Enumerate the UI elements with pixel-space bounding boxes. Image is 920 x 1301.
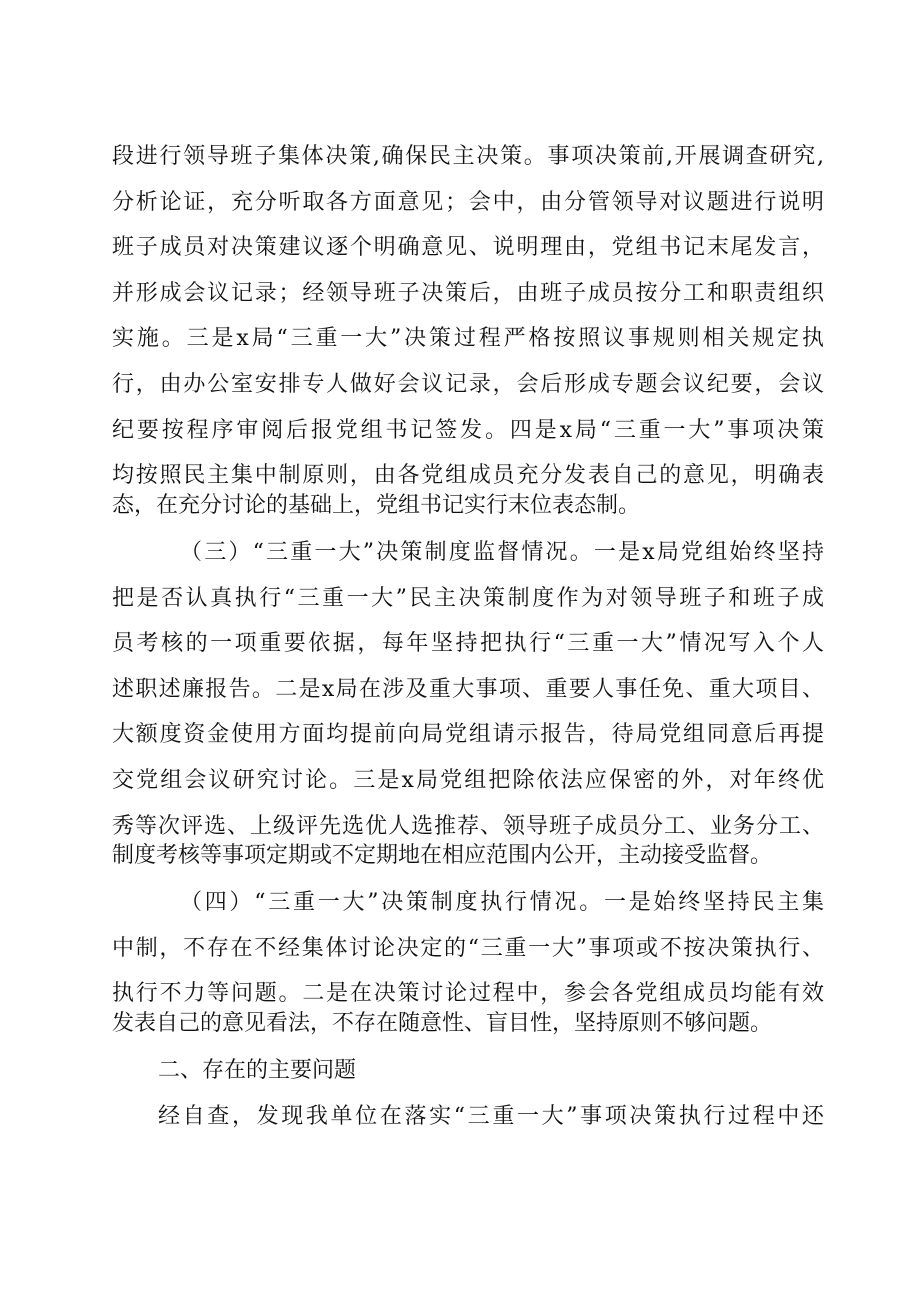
text-line: 大额度资金使用方面均提前向局党组请示报告，待局党组同意后再提: [112, 722, 824, 747]
text-line: 段进行领导班子集体决策,确保民主决策。事项决策前,开展调查研究,: [112, 144, 824, 169]
text-line: 把是否认真执行“三重一大”民主决策制度作为对领导班子和班子成: [112, 586, 824, 611]
text-line: 并形成会议记录；经领导班子决策后，由班子成员按分工和职责组织: [112, 281, 824, 306]
text-line: 态，在充分讨论的基础上，党组书记实行末位表态制。: [112, 493, 641, 518]
text-line: 分析论证，充分听取各方面意见；会中，由分管领导对议题进行说明: [112, 190, 824, 215]
text-line: 员考核的一项重要依据，每年坚持把执行“三重一大”情况写入个人: [112, 631, 824, 656]
text-line: 纪要按程序审阅后报党组书记签发。四是x局“三重一大”事项决策: [112, 418, 824, 443]
text-line: 交党组会议研究讨论。三是x局党组把除依法应保密的外，对年终优: [112, 768, 824, 793]
text-line: 中制，不存在不经集体讨论决定的“三重一大”事项或不按决策执行、: [112, 936, 824, 961]
text-line: 制度考核等事项定期或不定期地在相应范围内公开，主动接受监督。: [112, 843, 773, 868]
text-line: 发表自己的意见看法，不存在随意性、盲目性，坚持原则不够问题。: [112, 1011, 773, 1036]
section-heading-4: （四）“三重一大”决策制度执行情况。一是始终坚持民主集: [180, 890, 824, 915]
text-line: 实施。三是x局“三重一大”决策过程严格按照议事规则相关规定执: [112, 326, 824, 351]
text-line: 执行不力等问题。二是在决策讨论过程中，参会各党组成员均能有效: [112, 981, 824, 1006]
text-line: 行，由办公室安排专人做好会议记录，会后形成专题会议纪要，会议: [112, 372, 824, 397]
text-line: 均按照民主集中制原则，由各党组成员充分发表自己的意见，明确表: [112, 463, 824, 488]
text-line: 述职述廉报告。二是x局在涉及重大事项、重要人事任免、重大项目、: [112, 677, 824, 702]
text-line: 经自查，发现我单位在落实“三重一大”事项决策执行过程中还: [158, 1104, 824, 1129]
section-heading-problems: 二、存在的主要问题: [158, 1058, 357, 1083]
text-line: 秀等次评选、上级评先选优人选推荐、领导班子成员分工、业务分工、: [112, 814, 824, 839]
text-line: 班子成员对决策建议逐个明确意见、说明理由，党组书记末尾发言，: [112, 235, 824, 260]
section-heading-3: （三）“三重一大”决策制度监督情况。一是x局党组始终坚持: [180, 540, 824, 565]
